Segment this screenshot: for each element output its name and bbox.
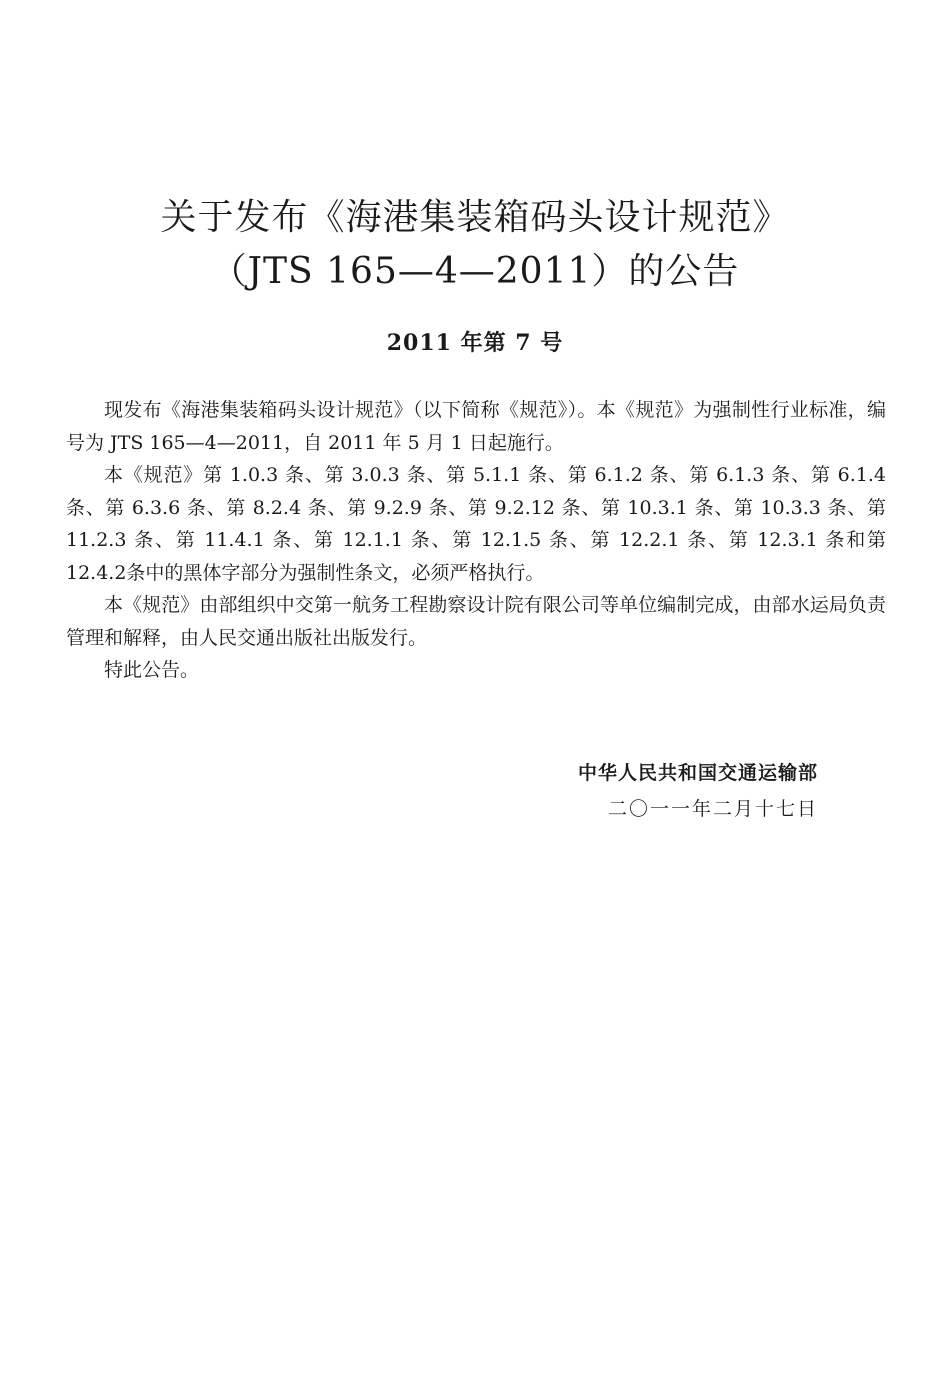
signature-block: [578, 757, 818, 825]
announcement-body: [66, 394, 886, 687]
issue-date: 二〇一一年二月十七日: [607, 798, 818, 820]
paragraph-compilation: 本《规范》由部组织中交第一航务工程勘察设计院有限公司等单位编制完成，由部水运局负责管理和解释，由人民交通出版社出版发行。: [66, 594, 886, 649]
document-title-line-2: （JTS 165—4—2011）的公告: [210, 251, 740, 292]
paragraph-closing: 特此公告。: [104, 659, 200, 681]
paragraph-mandatory-clauses: 本《规范》第 1.0.3 条、第 3.0.3 条、第 5.1.1 条、第 6.1.2 条、第 6.1.3 条、第 6.1.4 条、第 6.3.6 条、第 8.2.4 条、第 9.2.9 条、第 9.2.12 条、第 10.3.1 条、第 10.3.3 条、第 11.2.3 条、第 11.4.1 条、第 12.1.1 条、第 12.1.5 条、第 12.2.1 条、第 12.3.1 条和第 12.4.2条中的黑体字部分为强制性条文，必须严格执行。: [66, 464, 886, 584]
paragraph-release: 现发布《海港集装箱码头设计规范》（以下简称《规范》）。本《规范》为强制性行业标准，编号为 JTS 165—4—2011，自 2011 年 5 月 1 日起施行。: [66, 399, 886, 454]
issuing-organization: 中华人民共和国交通运输部: [577, 762, 818, 784]
document-number: 2011 年第 7 号: [386, 330, 564, 356]
document-title-line-1: 关于发布《海港集装箱码头设计规范》: [160, 197, 790, 238]
